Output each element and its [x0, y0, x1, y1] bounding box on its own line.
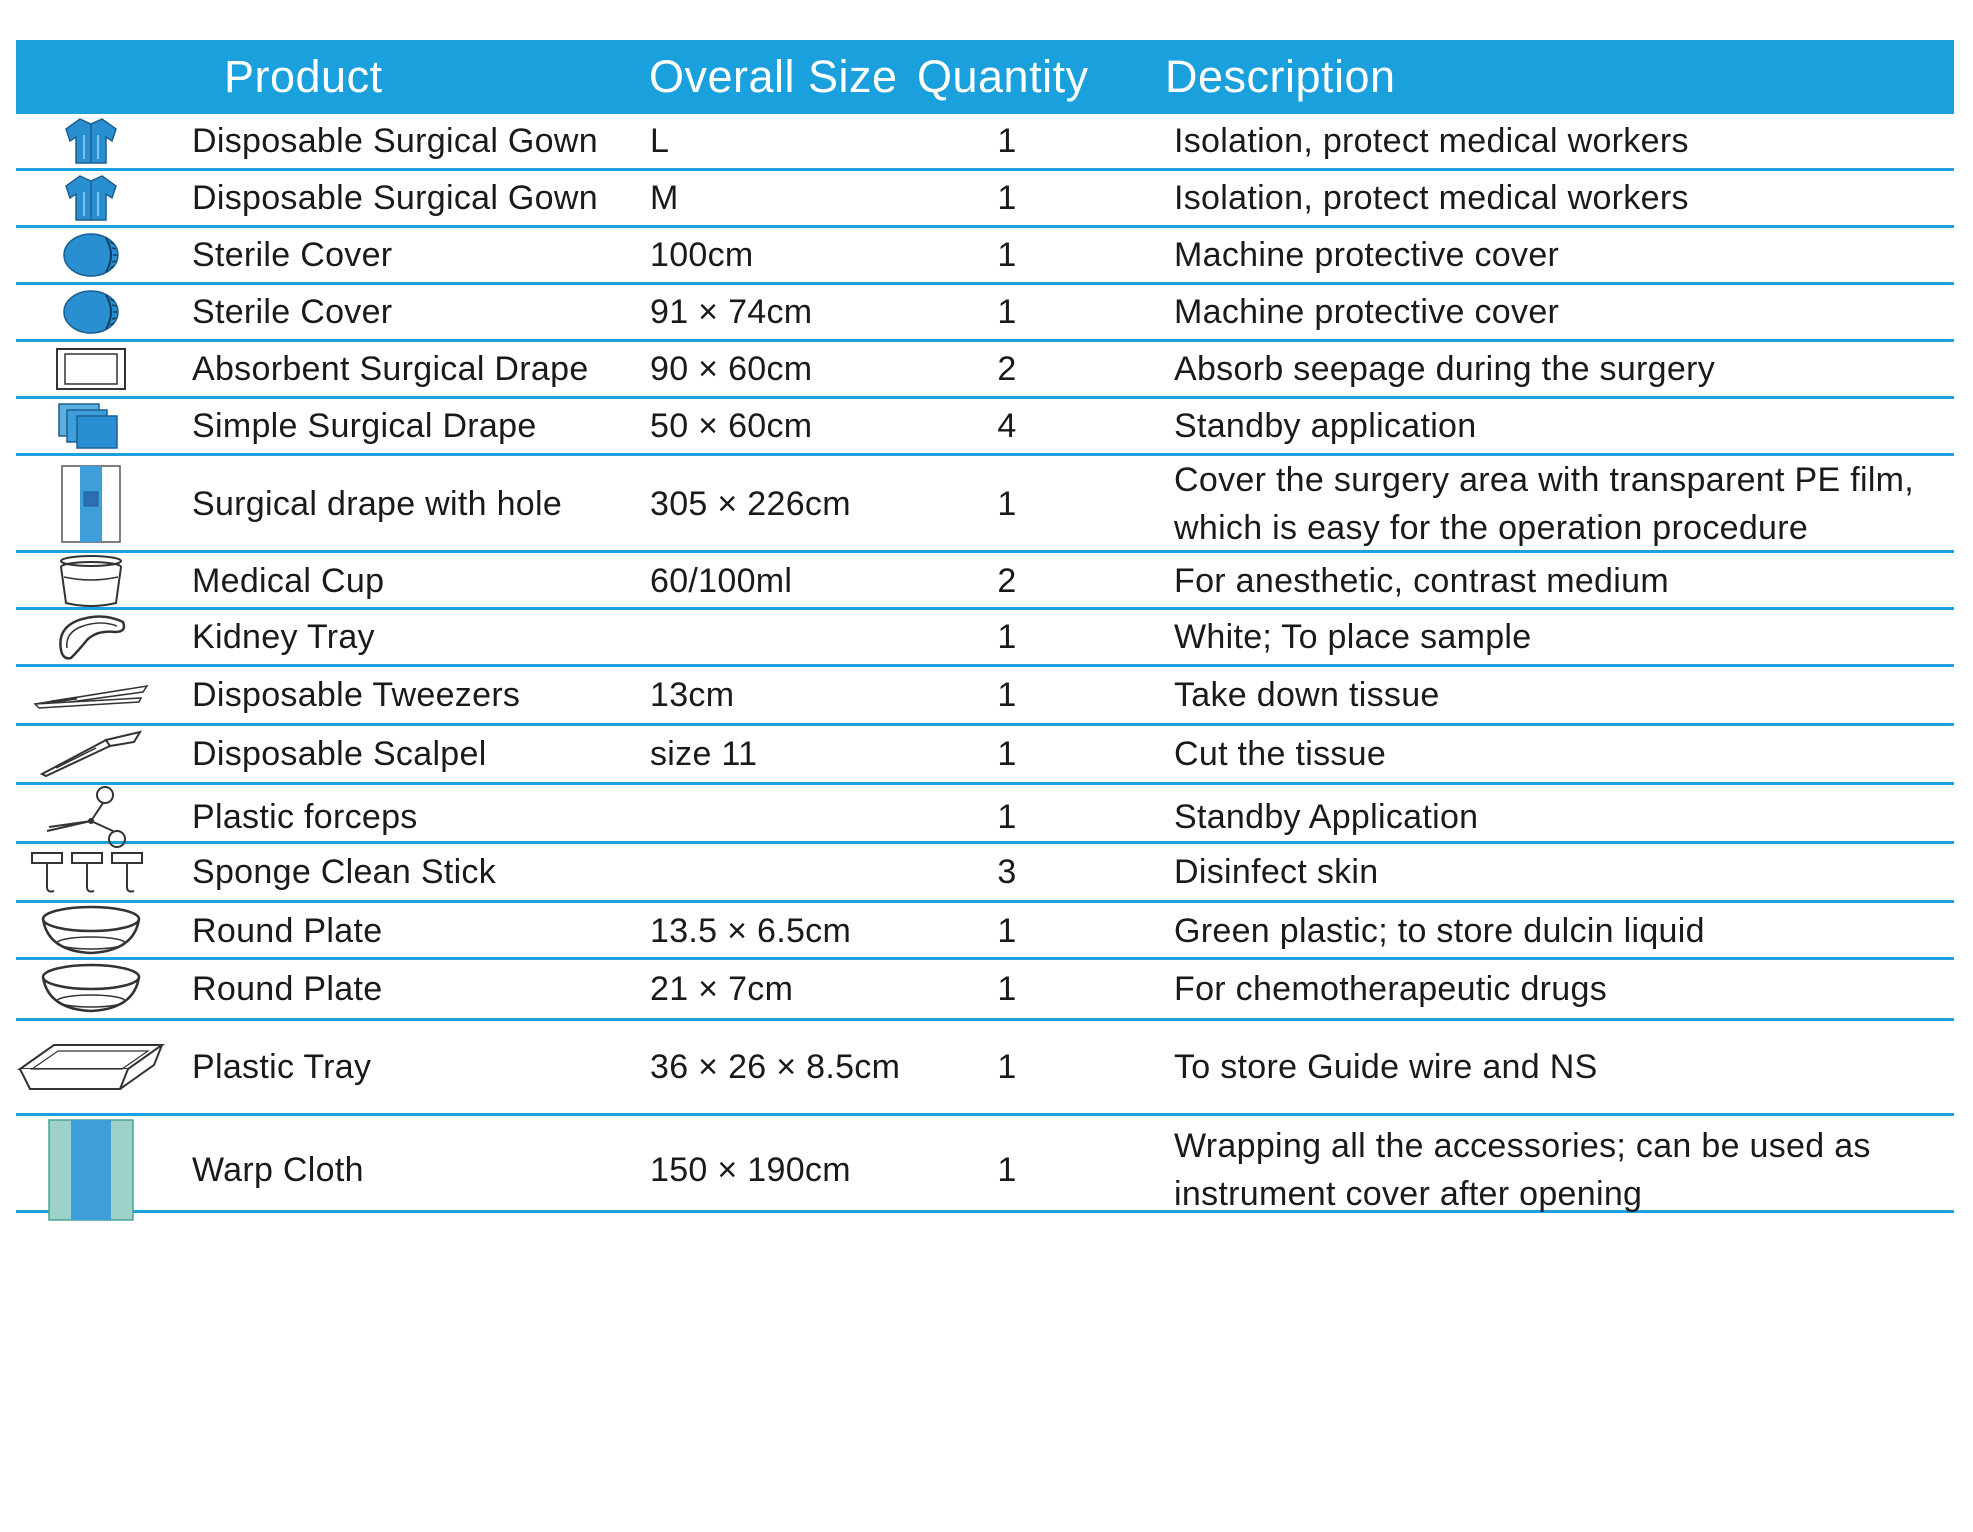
- description-cell: Standby application: [1174, 407, 1477, 445]
- quantity-cell: 1: [997, 797, 1017, 836]
- forceps-icon: [16, 785, 166, 849]
- header-product: Product: [224, 51, 383, 102]
- product-cell: Plastic forceps: [192, 797, 418, 836]
- quantity-cell: 1: [997, 121, 1017, 160]
- quantity-cell: 3: [997, 852, 1017, 891]
- product-cell: Round Plate: [192, 911, 383, 950]
- size-cell: 60/100ml: [650, 561, 793, 600]
- product-cell: Kidney Tray: [192, 617, 375, 656]
- table-row: [16, 285, 1954, 342]
- size-cell: 305 × 226cm: [650, 484, 851, 523]
- description-cell: Cover the surgery area with transparent PE film, which is easy for the operation procedure: [1174, 461, 1915, 547]
- description-cell: For anesthetic, contrast medium: [1174, 562, 1669, 600]
- plastic-tray-icon: [16, 1021, 166, 1113]
- quantity-cell: 1: [997, 734, 1017, 773]
- product-cell: Sterile Cover: [192, 235, 393, 274]
- table-row: [16, 610, 1954, 667]
- gown-icon: [16, 114, 166, 168]
- table-row: [16, 1116, 1954, 1213]
- simple-drape-icon: [16, 399, 166, 453]
- product-cell: Absorbent Surgical Drape: [192, 349, 589, 388]
- product-cell: Plastic Tray: [192, 1047, 372, 1086]
- table-row: [16, 667, 1954, 726]
- product-cell: Disposable Surgical Gown: [192, 178, 598, 217]
- size-cell: size 11: [650, 734, 758, 773]
- product-cell: Medical Cup: [192, 561, 385, 600]
- scalpel-icon: [16, 726, 166, 782]
- quantity-cell: 1: [997, 1150, 1017, 1189]
- size-cell: 13.5 × 6.5cm: [650, 911, 852, 950]
- header-description: Description: [1165, 51, 1396, 102]
- table-row: [16, 342, 1954, 399]
- table-row: [16, 785, 1954, 844]
- quantity-cell: 1: [997, 617, 1017, 656]
- description-cell: To store Guide wire and NS: [1174, 1048, 1598, 1086]
- table-row: [16, 553, 1954, 610]
- quantity-cell: 1: [997, 235, 1017, 274]
- product-cell: Warp Cloth: [192, 1150, 364, 1189]
- quantity-cell: 1: [997, 675, 1017, 714]
- table-row: [16, 114, 1954, 171]
- quantity-cell: 1: [997, 178, 1017, 217]
- table-row: [16, 726, 1954, 785]
- size-cell: 36 × 26 × 8.5cm: [650, 1047, 901, 1086]
- size-cell: 150 × 190cm: [650, 1150, 851, 1189]
- description-cell: White; To place sample: [1174, 618, 1532, 656]
- description-cell: Take down tissue: [1174, 676, 1440, 714]
- description-cell: Standby Application: [1174, 798, 1479, 836]
- size-cell: 91 × 74cm: [650, 292, 813, 331]
- size-cell: 50 × 60cm: [650, 406, 813, 445]
- product-cell: Disposable Tweezers: [192, 675, 521, 714]
- round-plate-icon: [16, 960, 166, 1018]
- wrap-cloth-icon: [16, 1116, 166, 1224]
- product-cell: Surgical drape with hole: [192, 484, 563, 523]
- product-cell: Disposable Surgical Gown: [192, 121, 598, 160]
- quantity-cell: 1: [997, 1047, 1017, 1086]
- description-cell: Machine protective cover: [1174, 236, 1560, 274]
- sterile-cover-icon: [16, 285, 166, 339]
- header-quantity: Quantity: [917, 51, 1089, 102]
- product-cell: Sponge Clean Stick: [192, 852, 497, 891]
- size-cell: M: [650, 178, 679, 217]
- table-row: [16, 228, 1954, 285]
- product-cell: Disposable Scalpel: [192, 734, 487, 773]
- header-size: Overall Size: [649, 51, 898, 102]
- table-row: [16, 171, 1954, 228]
- quantity-cell: 1: [997, 292, 1017, 331]
- table-row: [16, 960, 1954, 1021]
- quantity-cell: 2: [997, 349, 1017, 388]
- table-row: [16, 1021, 1954, 1116]
- table-row: [16, 903, 1954, 960]
- description-cell: Isolation, protect medical workers: [1174, 122, 1689, 160]
- table-row: [16, 456, 1954, 553]
- quantity-cell: 1: [997, 911, 1017, 950]
- description-cell: For chemotherapeutic drugs: [1174, 970, 1608, 1008]
- description-cell: Cut the tissue: [1174, 735, 1387, 773]
- size-cell: 13cm: [650, 675, 735, 714]
- description-cell: Green plastic; to store dulcin liquid: [1174, 912, 1705, 950]
- kidney-tray-icon: [16, 610, 166, 664]
- quantity-cell: 1: [997, 484, 1017, 523]
- quantity-cell: 1: [997, 969, 1017, 1008]
- product-table: [16, 40, 1954, 1213]
- drape-with-hole-icon: [16, 456, 166, 552]
- description-cell: Machine protective cover: [1174, 293, 1560, 331]
- medical-cup-icon: [16, 553, 166, 609]
- quantity-cell: 4: [997, 406, 1017, 445]
- size-cell: 100cm: [650, 235, 754, 274]
- round-plate-icon: [16, 903, 166, 959]
- gown-icon: [16, 171, 166, 225]
- description-cell: Disinfect skin: [1174, 853, 1379, 891]
- absorbent-drape-icon: [16, 342, 166, 396]
- description-cell: Isolation, protect medical workers: [1174, 179, 1689, 217]
- table-header: [16, 40, 1954, 114]
- table-row: [16, 844, 1954, 903]
- description-cell: Absorb seepage during the surgery: [1174, 350, 1716, 388]
- size-cell: L: [650, 121, 670, 160]
- table-body: [16, 114, 1954, 1213]
- product-cell: Sterile Cover: [192, 292, 393, 331]
- table-row: [16, 399, 1954, 456]
- product-cell: Round Plate: [192, 969, 383, 1008]
- size-cell: 90 × 60cm: [650, 349, 813, 388]
- sterile-cover-icon: [16, 228, 166, 282]
- size-cell: 21 × 7cm: [650, 969, 794, 1008]
- quantity-cell: 2: [997, 561, 1017, 600]
- description-cell: Wrapping all the accessories; can be used as instrument cover after opening: [1174, 1127, 1871, 1213]
- tweezers-icon: [16, 667, 166, 723]
- sponge-stick-icon: [16, 844, 166, 900]
- product-cell: Simple Surgical Drape: [192, 406, 537, 445]
